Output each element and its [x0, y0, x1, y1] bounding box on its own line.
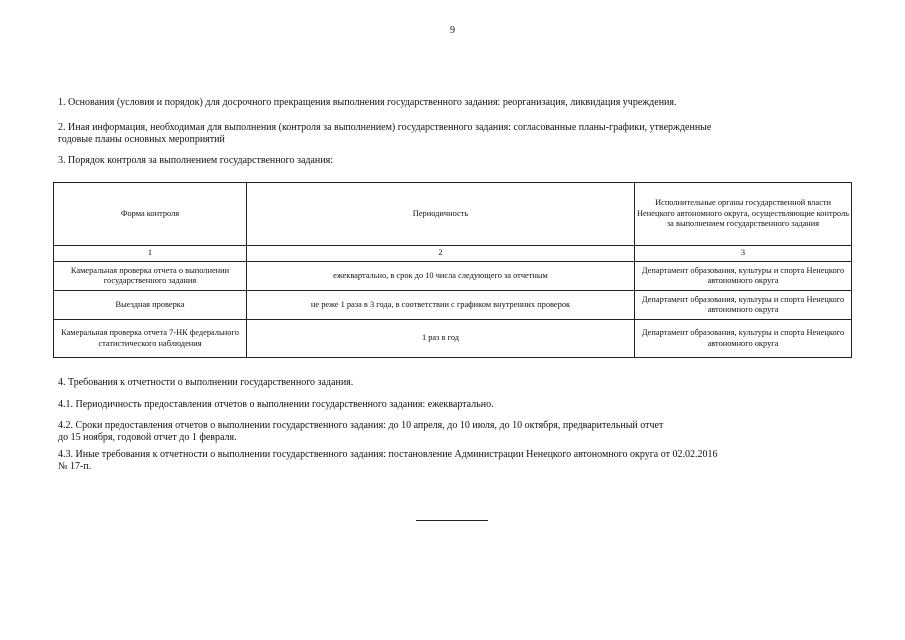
header-control-form: Форма контроля — [54, 183, 247, 246]
paragraph-3: 3. Порядок контроля за выполнением государственного задания: — [58, 155, 333, 166]
row-1-period: ежеквартально, в срок до 10 числа следующего за отчетным — [247, 262, 635, 291]
paragraph-2-line-1: 2. Иная информация, необходимая для выполнения (контроля за выполнением) государственного задания: согласованные планы-графики, утвержденные — [58, 122, 712, 133]
page-number: 9 — [450, 25, 455, 36]
row-3-form: Камеральная проверка отчета 7-НК федерального статистического наблюдения — [54, 320, 247, 358]
paragraph-1: 1. Основания (условия и порядок) для досрочного прекращения выполнения государственного задания: реорганизация, ликвидация учреждения. — [58, 97, 677, 108]
row-2-period: не реже 1 раза в 3 года, в соответствии с графиком внутренних проверок — [247, 291, 635, 320]
paragraph-4-2-line-1: 4.2. Сроки предоставления отчетов о выполнении государственного задания: до 10 апреля, до 10 июля, до 10 октября, предварительный отчет — [58, 420, 664, 431]
paragraph-4-3-line-1: 4.3. Иные требования к отчетности о выполнении государственного задания: постановление Администрации Ненецкого автономного округа от 02.02.2016 — [58, 449, 718, 460]
control-table — [53, 182, 852, 358]
paragraph-4-2-line-2: до 15 ноября, годовой отчет до 1 февраля. — [58, 432, 237, 443]
paragraph-4-3 — [58, 449, 858, 473]
table-number-row — [54, 246, 852, 262]
row-1-form: Камеральная проверка отчета о выполнении государственного задания — [54, 262, 247, 291]
header-executive-bodies: Исполнительные органы государственной власти Ненецкого автономного округа, осуществляющие контроль за выполнением государственного задания — [635, 183, 852, 246]
column-number-1: 1 — [54, 246, 247, 262]
row-3-body: Департамент образования, культуры и спорта Ненецкого автономного округа — [635, 320, 852, 358]
paragraph-2 — [58, 122, 858, 146]
column-number-2: 2 — [247, 246, 635, 262]
row-2-form: Выездная проверка — [54, 291, 247, 320]
table-row — [54, 291, 852, 320]
row-3-period: 1 раз в год — [247, 320, 635, 358]
paragraph-4-2 — [58, 420, 858, 444]
row-2-body: Департамент образования, культуры и спорта Ненецкого автономного округа — [635, 291, 852, 320]
paragraph-4-3-line-2: № 17-п. — [58, 461, 92, 472]
column-number-3: 3 — [635, 246, 852, 262]
paragraph-2-line-2: годовые планы основных мероприятий — [58, 134, 225, 145]
table-row — [54, 320, 852, 358]
table-header-row — [54, 183, 852, 246]
paragraph-4-1: 4.1. Периодичность предоставления отчетов о выполнении государственного задания: ежеквартально. — [58, 399, 494, 410]
header-periodicity: Периодичность — [247, 183, 635, 246]
row-1-body: Департамент образования, культуры и спорта Ненецкого автономного округа — [635, 262, 852, 291]
table-row — [54, 262, 852, 291]
closing-line — [416, 520, 488, 521]
paragraph-4: 4. Требования к отчетности о выполнении государственного задания. — [58, 377, 354, 388]
